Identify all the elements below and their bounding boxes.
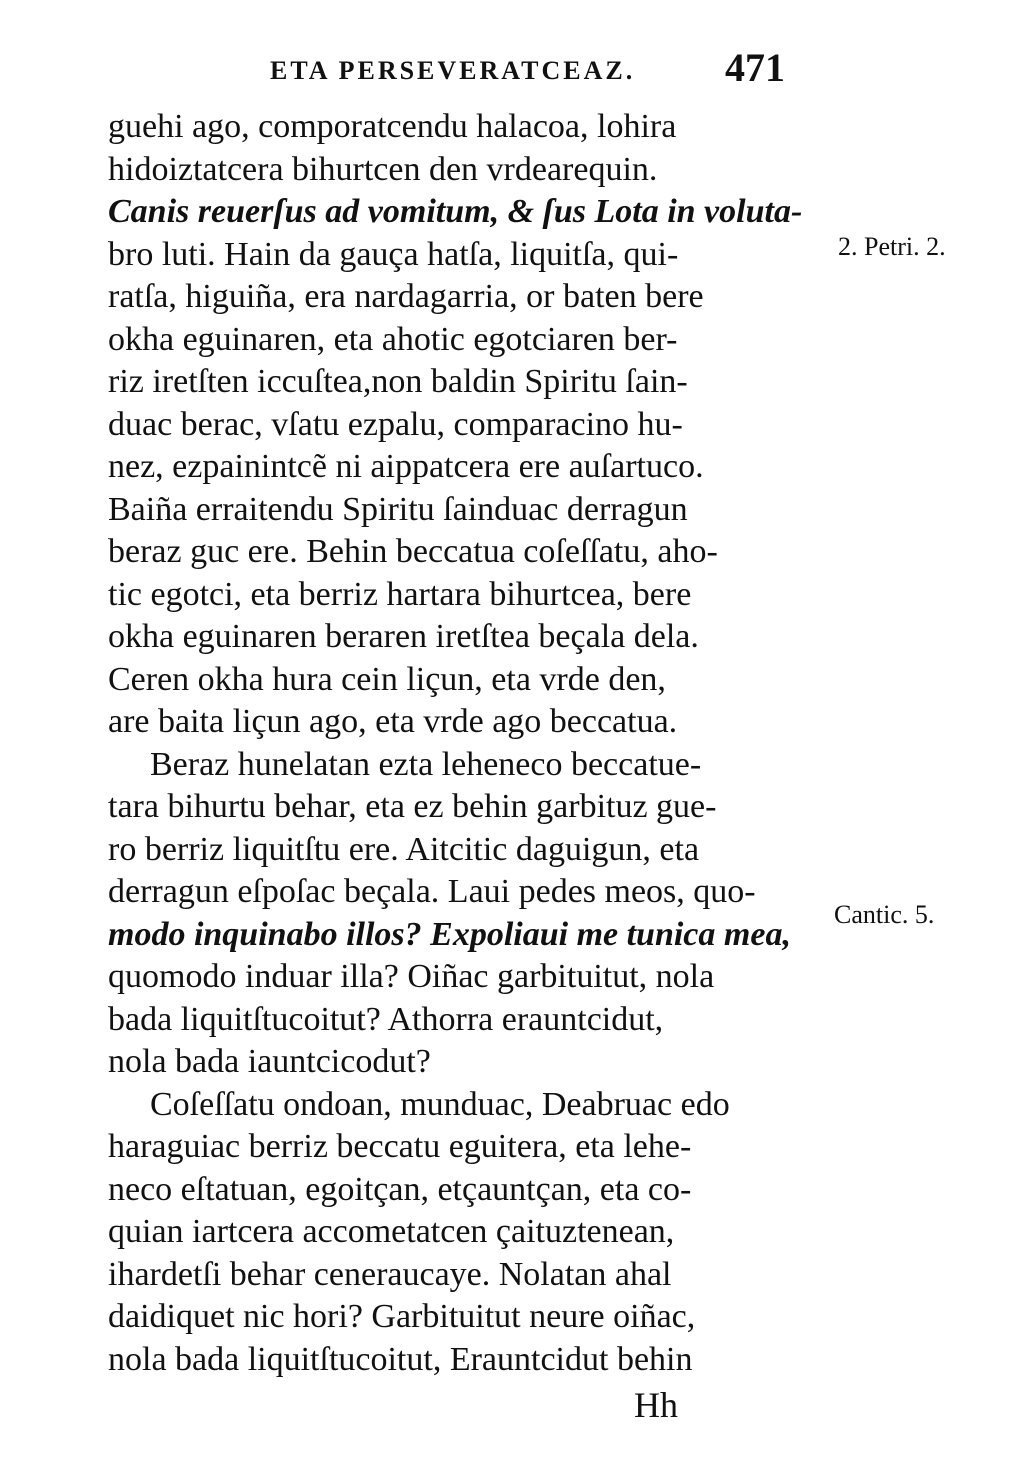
latin-quote-line: Canis reuerſus ad vomitum, & ſus Lota in voluta- [108,193,803,230]
text-line: are baita liçun ago, eta vrde ago beccatua. [108,703,678,740]
text-line: hidoiztatcera bihurtcen den vrdearequin. [108,150,658,188]
text-line: Baiña erraitendu Spiritu ſainduac derragun [108,490,688,528]
margin-note: 2. Petri. 2. [838,232,946,261]
text-line: quian iartcera accometatcen çaituztenean, [108,1213,675,1250]
text-line: nez, ezpainintcẽ ni aippatcera ere auſartuco. [108,448,704,485]
text-line: duac berac, vſatu ezpalu, comparacino hu- [108,405,683,443]
text-line: ro berriz liquitſtu ere. Aitcitic daguigun, eta [108,830,700,868]
text-line: nola bada iauntcicodut? [108,1043,431,1080]
text-line: okha eguinaren beraren iretſtea beçala dela. [108,618,699,655]
paragraph-start-line: Coſeſſatu ondoan, munduac, Deabruac edo [150,1085,730,1123]
text-line: okha eguinaren, eta ahotic egotciaren ber- [108,320,678,358]
text-line: haraguiac berriz beccatu eguitera, eta lehe- [108,1128,692,1165]
margin-note: Cantic. 5. [834,900,935,929]
text-line: ratſa, higuiña, era nardagarria, or baten bere [108,278,704,315]
text-line: ihardetſi behar ceneraucaye. Nolatan ahal [108,1255,672,1293]
text-line: beraz guc ere. Behin beccatua coſeſſatu, aho- [108,533,718,570]
text-line: tara bihurtu behar, eta ez behin garbituz gue- [108,788,717,825]
body-text [108,106,820,1381]
page-number: 471 [725,45,785,90]
paragraph-start-line: Beraz hunelatan ezta leheneco beccatue- [150,745,702,783]
text-line: quomodo induar illa? Oiñac garbituitut, nola [108,958,715,995]
text-line: nola bada liquitſtucoitut, Erauntcidut behin [108,1340,693,1378]
text-line: daidiquet nic hori? Garbituitut neure oiñac, [108,1298,696,1335]
text-line: guehi ago, comporatcendu halacoa, lohira [108,108,677,145]
text-line: riz iretſten iccuſtea,non baldin Spiritu ſain- [108,363,688,400]
signature-mark: Hh [634,1385,678,1425]
latin-quote-line: modo inquinabo illos? Expoliaui me tunica mea, [108,915,791,953]
text-line: derragun eſpoſac beçala. Laui pedes meos, quo- [108,873,756,910]
text-line: bada liquitſtucoitut? Athorra erauntcidut, [108,1000,664,1038]
text-line: neco eſtatuan, egoitçan, etçauntçan, eta co- [108,1170,692,1208]
text-line: tic egotci, eta berriz hartara bihurtcea, bere [108,575,692,613]
text-line: bro luti. Hain da gauça hatſa, liquitſa, qui- [108,235,679,273]
running-title: ETA PERSEVERATCEAZ. [270,56,636,85]
text-line: Ceren okha hura cein liçun, eta vrde den, [108,660,666,698]
